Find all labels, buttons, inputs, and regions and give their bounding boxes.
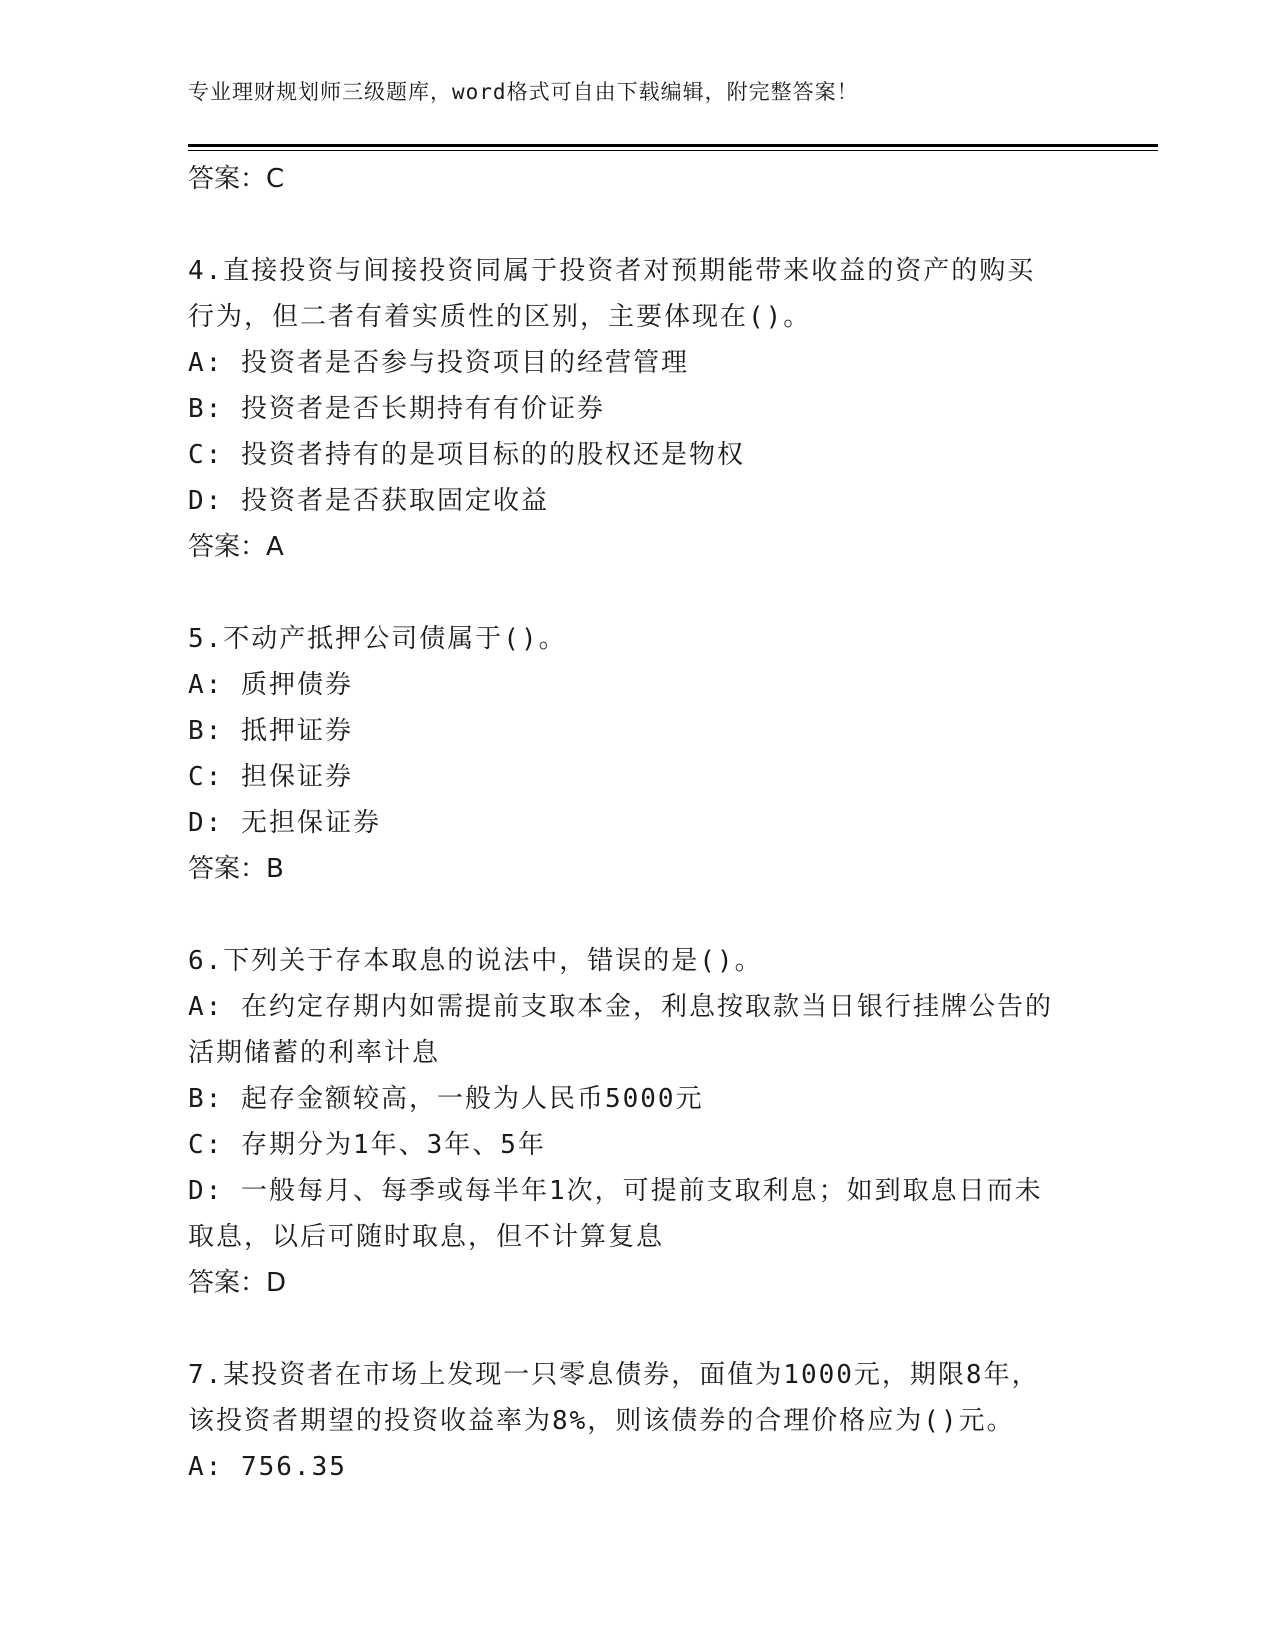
answer-line: 答案：B (188, 854, 284, 884)
text-line: D: 无担保证券 (188, 808, 381, 838)
page-header: 专业理财规划师三级题库，word格式可自由下载编辑，附完整答案！ (188, 80, 859, 104)
answer-line: 答案：A (188, 532, 284, 562)
answer-line: 答案：D (188, 1268, 287, 1298)
text-line: C: 投资者持有的是项目标的的股权还是物权 (188, 440, 745, 470)
spacer (188, 892, 1088, 938)
header-rule-thick (188, 144, 1158, 147)
text-line: D: 一般每月、每季或每半年1次，可提前支取利息；如到取息日而未 (188, 1176, 1043, 1206)
text-line: 6.下列关于存本取息的说法中，错误的是()。 (188, 946, 763, 976)
text-line: 7.某投资者在市场上发现一只零息债券，面值为1000元，期限8年， (188, 1360, 1040, 1390)
text-line: B: 抵押证券 (188, 716, 353, 746)
spacer (188, 570, 1088, 616)
text-line: 5.不动产抵押公司债属于()。 (188, 624, 567, 654)
text-line: 取息，以后可随时取息，但不计算复息 (188, 1222, 665, 1252)
text-line: 该投资者期望的投资收益率为8%，则该债券的合理价格应为()元。 (188, 1406, 1015, 1436)
text-line: A: 756.35 (188, 1452, 347, 1482)
header-rule-thin (188, 150, 1158, 151)
text-line: 行为，但二者有着实质性的区别，主要体现在()。 (188, 302, 812, 332)
answer-line: 答案：C (188, 164, 285, 194)
text-line: 活期储蓄的利率计息 (188, 1038, 441, 1068)
spacer (188, 1306, 1088, 1352)
text-line: D: 投资者是否获取固定收益 (188, 486, 549, 516)
text-line: A: 质押债券 (188, 670, 353, 700)
text-line: B: 起存金额较高，一般为人民币5000元 (188, 1084, 704, 1114)
text-line: 4.直接投资与间接投资同属于投资者对预期能带来收益的资产的购买 (188, 256, 1036, 286)
spacer (188, 202, 1088, 248)
text-line: C: 存期分为1年、3年、5年 (188, 1130, 546, 1160)
text-line: C: 担保证券 (188, 762, 353, 792)
text-line: A: 投资者是否参与投资项目的经营管理 (188, 348, 689, 378)
text-line: B: 投资者是否长期持有有价证券 (188, 394, 605, 424)
text-line: A: 在约定存期内如需提前支取本金，利息按取款当日银行挂牌公告的 (188, 992, 1053, 1022)
document-body (188, 156, 1088, 1490)
